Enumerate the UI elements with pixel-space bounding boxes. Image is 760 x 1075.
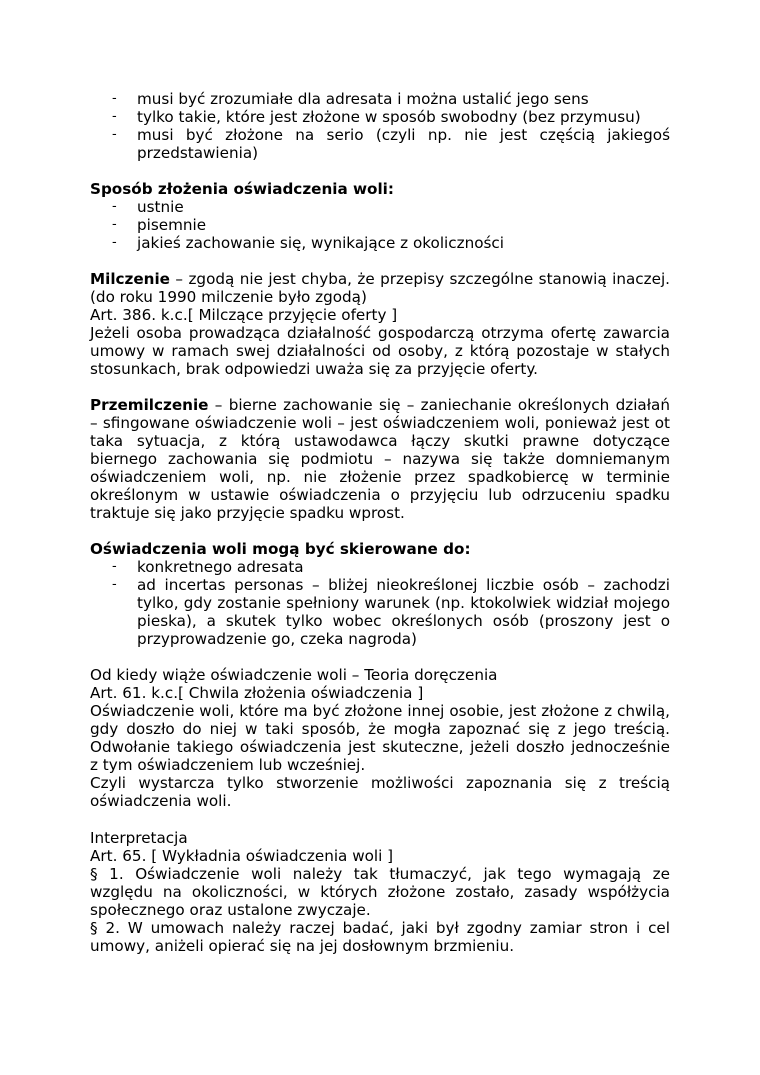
list-item: - musi być zrozumiałe dla adresata i można ustalić jego sens	[112, 90, 589, 108]
section-adresat	[90, 540, 670, 648]
list-item: - musi być złożone na serio (czyli np. nie jest częścią jakiegoś przedstawienia)	[112, 126, 670, 162]
section-heading: Sposób złożenia oświadczenia woli:	[90, 180, 394, 198]
interpretacja-article: Art. 65. [ Wykładnia oświadczenia woli ]	[90, 847, 394, 865]
milczenie-definition: Milczenie – zgodą nie jest chyba, że przepisy szczególne stanowią inaczej. (do roku 1990 milczenie było zgodą)	[90, 270, 670, 306]
doreczenie-summary: Czyli wystarcza tylko stworzenie możliwości zapoznania się z treścią oświadczenia woli.	[90, 774, 670, 810]
dash-bullet: -	[112, 109, 117, 124]
list-item: - jakieś zachowanie się, wynikające z okoliczności	[112, 234, 504, 252]
interpretacja-par1: § 1. Oświadczenie woli należy tak tłumaczyć, jak tego wymagają ze względu na okoliczności, w których złożone zostało, zasady współżycia społecznego oraz ustalone zwyczaje.	[90, 865, 670, 919]
dash-bullet: -	[112, 235, 117, 250]
interpretacja-title: Interpretacja	[90, 829, 188, 847]
doreczenie-article-text: Oświadczenie woli, które ma być złożone innej osobie, jest złożone z chwilą, gdy doszło do niej w taki sposób, że mogła zapoznać się z jego treścią. Odwołanie takiego oświadczenia jest skuteczne, jeżeli doszło jednocześnie z tym oświadczeniem lub wcześniej.	[90, 702, 670, 774]
przemilczenie-definition: Przemilczenie – bierne zachowanie się – zaniechanie określonych działań – sfingowane oświadczenie woli – jest oświadczeniem woli, ponieważ jest ot taka sytuacja, z którą ustawodawca łączy skutki prawne dotyczące biernego zachowania się podmiotu – nazywa się także domniemanym oświadczeniem woli, np. nie złożenie przez spadkobiercę w terminie określonym w ustawie oświadczenia o przyjęciu lub odrzuceniu spadku traktuje się jako przyjęcie spadku wprost.	[90, 396, 670, 522]
doreczenie-article: Art. 61. k.c.[ Chwila złożenia oświadczenia ]	[90, 684, 424, 702]
doreczenie-title: Od kiedy wiąże oświadczenie woli – Teoria doręczenia	[90, 666, 498, 684]
section-przemilczenie	[90, 396, 670, 522]
dash-bullet: -	[112, 559, 117, 574]
list-item: - tylko takie, które jest złożone w sposób swobodny (bez przymusu)	[112, 108, 641, 126]
sposob-list	[90, 198, 670, 252]
adresat-list	[90, 558, 670, 648]
list-item: - ad incertas personas – bliżej nieokreślonej liczbie osób – zachodzi tylko, gdy zostanie spełniony warunek (np. ktokolwiek widział mojego pieska), a skutek tylko wobec określonych osób (proszony jest o przyprowadzenie go, czeka nagroda)	[112, 576, 670, 648]
dash-bullet: -	[112, 199, 117, 214]
dash-bullet: -	[112, 217, 117, 232]
section-doreczenie	[90, 666, 670, 810]
section-milczenie	[90, 270, 670, 378]
document-page	[90, 90, 670, 955]
list-item: - konkretnego adresata	[112, 558, 304, 576]
interpretacja-par2: § 2. W umowach należy raczej badać, jaki był zgodny zamiar stron i cel umowy, aniżeli opierać się na jej dosłownym brzmieniu.	[90, 919, 670, 955]
milczenie-article-text: Jeżeli osoba prowadząca działalność gospodarczą otrzyma ofertę zawarcia umowy w ramach swej działalności od osoby, z którą pozostaje w stałych stosunkach, brak odpowiedzi uważa się za przyjęcie oferty.	[90, 324, 670, 378]
milczenie-article: Art. 386. k.c.[ Milczące przyjęcie oferty ]	[90, 306, 398, 324]
section-interpretacja	[90, 829, 670, 955]
dash-bullet: -	[112, 127, 117, 142]
section-sposob	[90, 180, 670, 252]
dash-bullet: -	[112, 91, 117, 106]
list-item: - pisemnie	[112, 216, 207, 234]
list-item: - ustnie	[112, 198, 184, 216]
intro-list	[90, 90, 670, 162]
section-heading: Oświadczenia woli mogą być skierowane do:	[90, 540, 471, 558]
dash-bullet: -	[112, 577, 117, 592]
